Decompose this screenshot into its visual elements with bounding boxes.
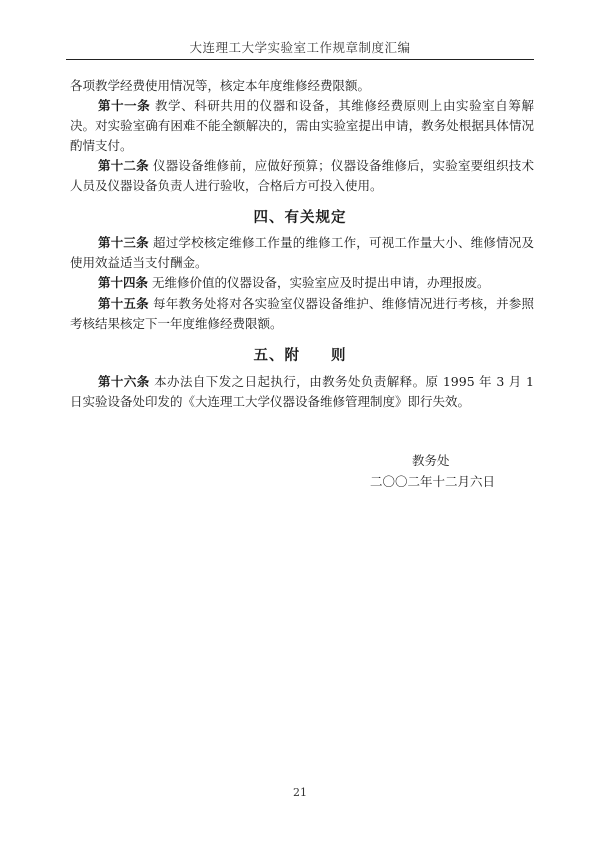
article-15-number: 第十五条 bbox=[98, 296, 149, 311]
article-16 bbox=[70, 372, 534, 412]
article-12-text: 仪器设备维修前，应做好预算；仪器设备维修后，实验室要组织技术人员及仪器设备负责人进行验收，合格后方可投入使用。 bbox=[70, 158, 534, 193]
section-heading-regulations: 四、有关规定 bbox=[253, 210, 347, 226]
article-13 bbox=[70, 233, 534, 273]
article-15-text: 每年教务处将对各实验室仪器设备维护、维修情况进行考核，并参照考核结果核定下一年度维修经费限额。 bbox=[70, 296, 534, 331]
article-11-number: 第十一条 bbox=[98, 98, 151, 113]
signature-date: 二〇〇二年十二月六日 bbox=[370, 474, 496, 489]
article-13-text: 超过学校核定维修工作量的维修工作，可视工作量大小、维修情况及使用效益适当支付酬金。 bbox=[70, 235, 534, 270]
article-14 bbox=[70, 273, 534, 293]
article-14-number: 第十四条 bbox=[98, 275, 149, 290]
section-heading-supplementary: 五、附 则 bbox=[253, 348, 347, 364]
article-14-text: 无维修价值的仪器设备，实验室应及时提出申请，办理报废。 bbox=[152, 275, 490, 290]
article-13-number: 第十三条 bbox=[98, 235, 149, 250]
article-15 bbox=[70, 294, 534, 334]
intro-line: 各项教学经费使用情况等，核定本年度维修经费限额。 bbox=[70, 78, 371, 93]
article-11 bbox=[70, 96, 534, 156]
article-12-number: 第十二条 bbox=[98, 158, 149, 173]
article-16-text: 本办法自下发之日起执行，由教务处负责解释。原 1995 年 3 月 1 日实验设备处印发的《大连理工大学仪器设备维修管理制度》即行失效。 bbox=[70, 374, 534, 409]
page-number: 21 bbox=[293, 786, 307, 799]
header-divider bbox=[66, 59, 534, 60]
article-12 bbox=[70, 156, 534, 196]
signature-issuer: 教务处 bbox=[412, 453, 450, 468]
article-11-text: 教学、科研共用的仪器和设备，其维修经费原则上由实验室自筹解决。对实验室确有困难不能全额解决的，需由实验室提出申请，教务处根据具体情况酌情支付。 bbox=[70, 98, 534, 153]
running-header: 大连理工大学实验室工作规章制度汇编 bbox=[189, 40, 411, 55]
article-16-number: 第十六条 bbox=[98, 374, 150, 389]
